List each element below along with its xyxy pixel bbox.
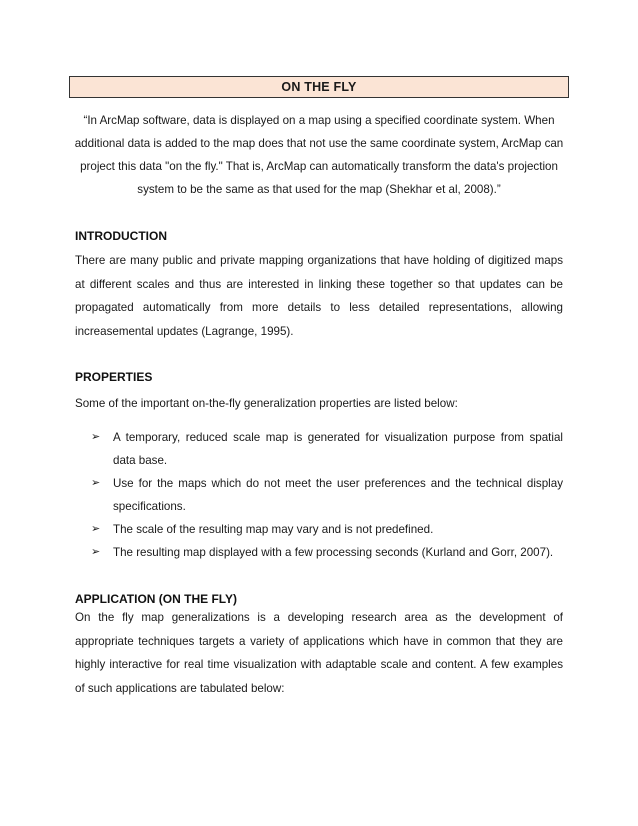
introduction-heading: INTRODUCTION <box>75 229 167 243</box>
quote-block <box>73 109 565 201</box>
list-item-text: A temporary, reduced scale map is generated for visualization purpose from spatial data base. <box>113 431 563 467</box>
page-title: ON THE FLY <box>281 80 357 94</box>
title-banner <box>69 76 569 98</box>
quote-text: “In ArcMap software, data is displayed on a map using a specified coordinate system. When additional data is added to the map does that not use the same coordinate system, ArcMap can project this data "on the fly." That is, ArcMap can automatically transform the data's projection system to be the same as that used for the map (Shekhar et al, 2008).” <box>74 114 564 196</box>
list-item <box>91 541 563 564</box>
list-item-text: The scale of the resulting map may vary and is not predefined. <box>113 523 434 536</box>
list-item <box>91 518 563 541</box>
arrow-bullet-icon: ➢ <box>91 477 101 489</box>
application-paragraph: On the fly map generalizations is a developing research area as the development of appropriate techniques targets a variety of applications which have in common that they are highly interactive for real time visualization with adaptable scale and content. A few examples of such applications are tabulated below: <box>75 611 563 695</box>
arrow-bullet-icon: ➢ <box>91 431 101 443</box>
list-item <box>91 472 563 518</box>
arrow-bullet-icon: ➢ <box>91 546 101 558</box>
properties-intro: Some of the important on-the-fly generalization properties are listed below: <box>75 397 458 410</box>
list-item-text: Use for the maps which do not meet the user preferences and the technical display specifications. <box>113 477 563 513</box>
properties-heading: PROPERTIES <box>75 370 153 384</box>
list-item-text: The resulting map displayed with a few processing seconds (Kurland and Gorr, 2007). <box>113 546 554 559</box>
arrow-bullet-icon: ➢ <box>91 523 101 535</box>
properties-list <box>91 426 563 564</box>
application-heading: APPLICATION (ON THE FLY) <box>75 592 237 606</box>
list-item <box>91 426 563 472</box>
introduction-paragraph: There are many public and private mapping organizations that have holding of digitized maps at different scales and thus are interested in linking these together so that updates can be propagated automatically from more details to less detailed representations, allowing increasemental updates (Lagrange, 1995). <box>75 254 563 338</box>
